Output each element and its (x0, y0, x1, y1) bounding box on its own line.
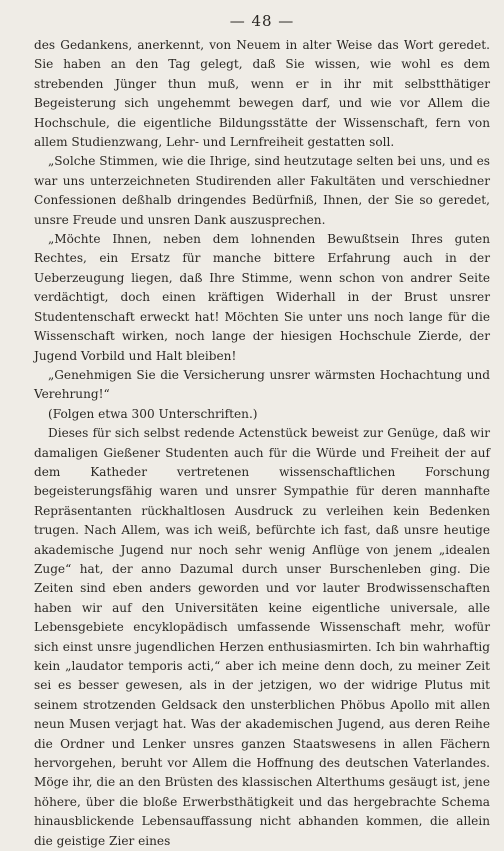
paragraph: Dieses für sich selbst redende Actenstück beweist zur Genüge, daß wir damaligen Gießener Studenten auch für die Würde und Freiheit der auf dem Katheder vertretenen wissenschaftlichen Forschung begeisterungsfähig waren und unsrer Sympathie für deren mannhafte Repräsentanten rückhaltlosen Ausdruck zu verleihen kein Bedenken trugen. Nach Allem, was ich weiß, befürchte ich fast, daß unsre heutige akademische Jugend nur noch sehr wenig Anflüge von jenem „idealen Zuge“ hat, der anno Dazumal durch unser Burschenleben ging. Die Zeiten sind eben anders geworden und vor lauter Brodwissenschaften haben wir auf den Universitäten keine eigentliche universale, alle Lebensgebiete encyklopädisch umfassende Wissenschaft mehr, wofür sich einst unsre jugendlichen Herzen enthusiasmirten. Ich bin wahrhaftig kein „laudator temporis acti,“ aber ich meine denn doch, zu meiner Zeit sei es besser gewesen, als in der jetzigen, wo der widrige Plutus mit seinem strotzenden Geldsack den unsterblichen Phöbus Apollo mit allen neun Musen verjagt hat. Was der akademischen Jugend, aus deren Reihe die Ordner und Lenker unsres ganzen Staatswesens in allen Fächern hervorgehen, beruht vor Allem die Hoffnung des deutschen Vaterlandes. Möge ihr, die an den Brüsten des klassischen Alterthums gesäugt ist, jene höhere, über die bloße Erwerbsthätigkeit und das hergebrachte Schema hinausblickende Lebensauffassung nicht abhanden kommen, die allein die geistige Zier eines (34, 426, 490, 848)
paragraph: des Gedankens, anerkennt, von Neuem in alter Weise das Wort geredet. Sie haben an den Tag gelegt, daß Sie wissen, wie wohl es dem strebenden Jünger thun muß, wenn er in ihr mit selbstthätiger Begeisterung sich ungehemmt bewegen darf, und wie vor Allem die Hochschule, die eigentliche Bildungsstätte der Wissenschaft, fern von allem Studienzwang, Lehr- und Lernfreiheit gestatten soll. (34, 38, 490, 150)
paragraph: (Folgen etwa 300 Unterschriften.) (48, 406, 258, 421)
paragraph: „Genehmigen Sie die Versicherung unsrer wärmsten Hochachtung und Verehrung!“ (34, 367, 490, 402)
paragraph: „Solche Stimmen, wie die Ihrige, sind heutzutage selten bei uns, und es war uns unterzeichneten Studirenden aller Fakultäten und verschiedner Confessionen deßhalb dringendes Bedürfniß, Ihnen, der Sie so geredet, unsre Freude und unsren Dank auszusprechen. (34, 154, 490, 227)
page-number: — 48 — (229, 12, 295, 30)
paragraph: „Möchte Ihnen, neben dem lohnenden Bewußtsein Ihres guten Rechtes, ein Ersatz für manche bittere Erfahrung auch in der Ueberzeugung liegen, daß Ihre Stimme, wenn schon von andrer Seite verdächtigt, doch einen kräftigen Widerhall in der Brust unsrer Studentenschaft erweckt hat! Möchten Sie unter uns noch lange für die Wissenschaft wirken, noch lange der hiesigen Hochschule Zierde, der Jugend Vorbild und Halt bleiben! (34, 232, 490, 363)
body-text (34, 36, 490, 851)
